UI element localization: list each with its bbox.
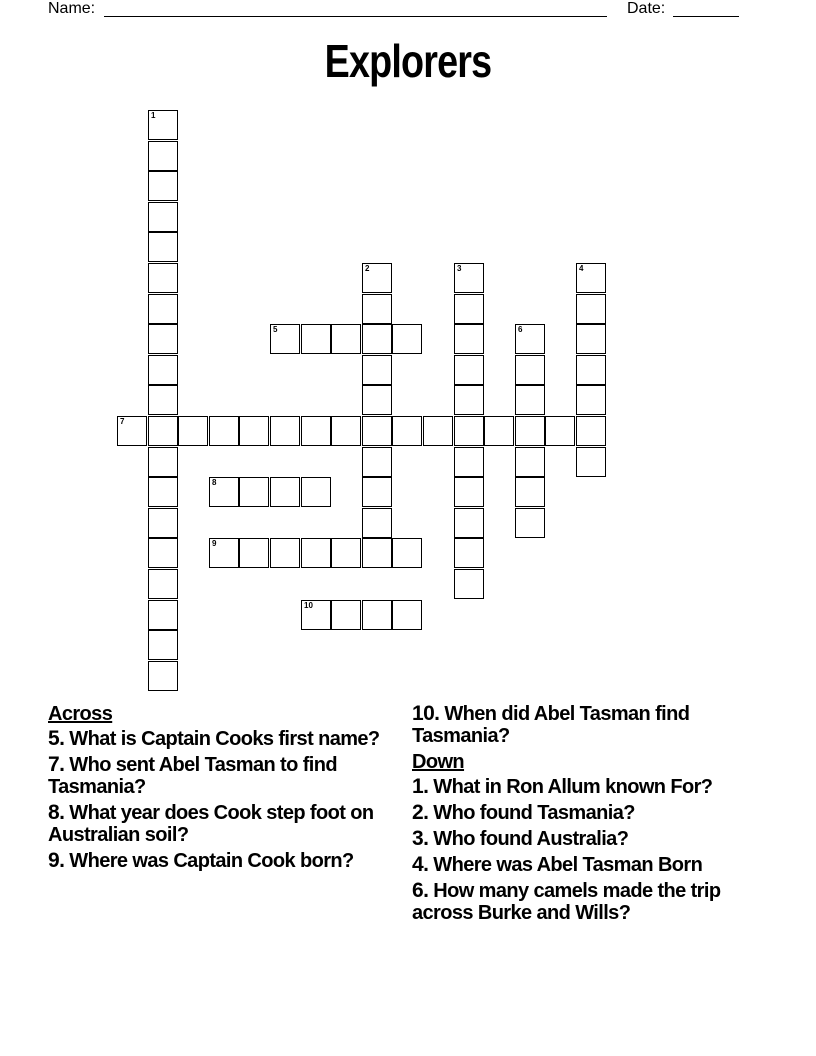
grid-cell[interactable] (362, 294, 392, 324)
grid-cell[interactable] (209, 538, 239, 568)
date-label: Date: (627, 0, 666, 17)
grid-cell[interactable] (148, 171, 178, 201)
grid-cell[interactable] (301, 324, 331, 354)
grid-cell[interactable] (148, 477, 178, 507)
clues-right-column (412, 703, 752, 928)
clue-down-6: 6. How many camels made the trip across Burke and Wills? (412, 879, 721, 924)
across-heading: Across (48, 703, 113, 725)
grid-cell[interactable] (515, 355, 545, 385)
grid-cell[interactable] (239, 477, 269, 507)
grid-cell[interactable] (545, 416, 575, 446)
grid-cell[interactable] (148, 141, 178, 171)
grid-cell[interactable] (148, 416, 178, 446)
grid-cell[interactable] (362, 477, 392, 507)
grid-cell[interactable] (515, 477, 545, 507)
cell-number: 4 (579, 264, 584, 273)
clue-across-7: 7. Who sent Abel Tasman to find Tasmania? (48, 753, 337, 798)
grid-cell[interactable] (454, 324, 484, 354)
grid-cell[interactable] (148, 508, 178, 538)
grid-cell[interactable] (423, 416, 453, 446)
grid-cell[interactable] (117, 416, 147, 446)
grid-cell[interactable] (484, 416, 514, 446)
clue-across-9: 9. Where was Captain Cook born? (48, 849, 354, 872)
grid-cell[interactable] (392, 538, 422, 568)
grid-cell[interactable] (148, 630, 178, 660)
grid-cell[interactable] (148, 232, 178, 262)
grid-cell[interactable] (576, 263, 606, 293)
grid-cell[interactable] (270, 324, 300, 354)
grid-cell[interactable] (301, 600, 331, 630)
grid-cell[interactable] (209, 416, 239, 446)
grid-cell[interactable] (148, 355, 178, 385)
grid-cell[interactable] (362, 447, 392, 477)
grid-cell[interactable] (362, 263, 392, 293)
cell-number: 2 (365, 264, 370, 273)
clue-across-10: 10. When did Abel Tasman find Tasmania? (412, 702, 690, 747)
grid-cell[interactable] (270, 538, 300, 568)
grid-cell[interactable] (148, 202, 178, 232)
grid-cell[interactable] (148, 661, 178, 691)
grid-cell[interactable] (454, 508, 484, 538)
grid-cell[interactable] (454, 538, 484, 568)
clue-down-2: 2. Who found Tasmania? (412, 801, 635, 824)
cell-number: 1 (151, 111, 156, 120)
grid-cell[interactable] (148, 263, 178, 293)
grid-cell[interactable] (576, 324, 606, 354)
grid-cell[interactable] (331, 324, 361, 354)
grid-cell[interactable] (362, 538, 392, 568)
grid-cell[interactable] (331, 416, 361, 446)
grid-cell[interactable] (515, 416, 545, 446)
down-heading: Down (412, 751, 465, 773)
grid-cell[interactable] (576, 416, 606, 446)
grid-cell[interactable] (178, 416, 208, 446)
grid-cell[interactable] (148, 385, 178, 415)
clue-across-5: 5. What is Captain Cooks first name? (48, 727, 380, 750)
grid-cell[interactable] (576, 355, 606, 385)
grid-cell[interactable] (392, 324, 422, 354)
cell-number: 8 (212, 478, 217, 487)
grid-cell[interactable] (301, 477, 331, 507)
grid-cell[interactable] (148, 294, 178, 324)
grid-cell[interactable] (148, 110, 178, 140)
grid-cell[interactable] (301, 538, 331, 568)
grid-cell[interactable] (454, 477, 484, 507)
grid-cell[interactable] (454, 385, 484, 415)
grid-cell[interactable] (576, 447, 606, 477)
grid-cell[interactable] (576, 294, 606, 324)
grid-cell[interactable] (362, 324, 392, 354)
grid-cell[interactable] (331, 538, 361, 568)
cell-number: 3 (457, 264, 462, 273)
grid-cell[interactable] (515, 385, 545, 415)
grid-cell[interactable] (148, 600, 178, 630)
grid-cell[interactable] (362, 508, 392, 538)
grid-cell[interactable] (270, 477, 300, 507)
grid-cell[interactable] (362, 416, 392, 446)
grid-cell[interactable] (331, 600, 361, 630)
clue-down-1: 1. What in Ron Allum known For? (412, 775, 713, 798)
grid-cell[interactable] (239, 416, 269, 446)
grid-cell[interactable] (148, 538, 178, 568)
grid-cell[interactable] (301, 416, 331, 446)
grid-cell[interactable] (362, 385, 392, 415)
grid-cell[interactable] (209, 477, 239, 507)
cell-number: 7 (120, 417, 125, 426)
grid-cell[interactable] (270, 416, 300, 446)
grid-cell[interactable] (454, 355, 484, 385)
name-label: Name: (48, 0, 96, 17)
cell-number: 5 (273, 325, 278, 334)
cell-number: 9 (212, 539, 217, 548)
cell-number: 6 (518, 325, 523, 334)
grid-cell[interactable] (515, 324, 545, 354)
grid-cell[interactable] (454, 294, 484, 324)
puzzle-title: Explorers (324, 35, 492, 87)
clue-across-8: 8. What year does Cook step foot on Australian soil? (48, 801, 374, 846)
grid-cell[interactable] (515, 447, 545, 477)
grid-cell[interactable] (454, 569, 484, 599)
grid-cell[interactable] (362, 600, 392, 630)
grid-cell[interactable] (148, 324, 178, 354)
grid-cell[interactable] (576, 385, 606, 415)
cell-number: 10 (304, 601, 313, 610)
grid-cell[interactable] (148, 569, 178, 599)
grid-cell[interactable] (362, 355, 392, 385)
grid-cell[interactable] (392, 600, 422, 630)
grid-cell[interactable] (454, 447, 484, 477)
grid-cell[interactable] (239, 538, 269, 568)
grid-cell[interactable] (454, 263, 484, 293)
clue-down-3: 3. Who found Australia? (412, 827, 629, 850)
grid-cell[interactable] (392, 416, 422, 446)
clues-left-column (48, 703, 388, 876)
grid-cell[interactable] (515, 508, 545, 538)
grid-cell[interactable] (454, 416, 484, 446)
grid-cell[interactable] (148, 447, 178, 477)
clue-down-4: 4. Where was Abel Tasman Born (412, 853, 703, 876)
